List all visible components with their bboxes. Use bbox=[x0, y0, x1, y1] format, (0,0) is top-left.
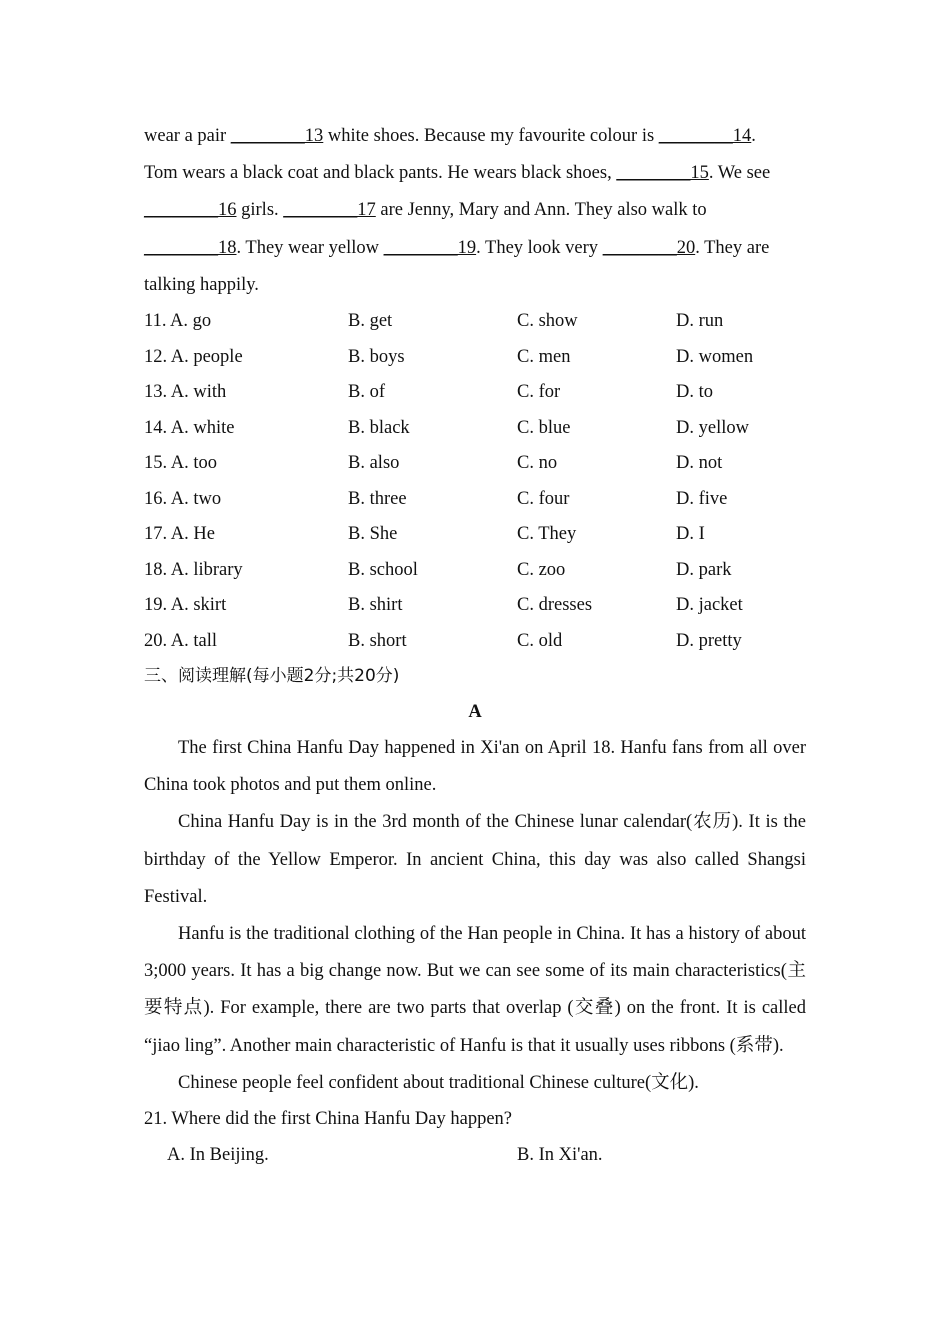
option-row bbox=[144, 588, 806, 624]
blank-number: ________14 bbox=[658, 126, 752, 146]
option-a: 18. A. library bbox=[144, 559, 243, 580]
option-c: C. zoo bbox=[517, 559, 566, 580]
option-a: 19. A. skirt bbox=[144, 595, 227, 616]
passage-line: wear a pair ________13 white shoes. Because my favourite colour is ________14. bbox=[144, 126, 756, 146]
option-d: D. to bbox=[676, 382, 713, 403]
document-page bbox=[144, 118, 806, 1173]
option-d: D. park bbox=[676, 559, 732, 580]
option-a: 15. A. too bbox=[144, 453, 217, 474]
blank-number: ________15 bbox=[616, 163, 709, 184]
question-21-option-a: A. In Beijing. bbox=[167, 1144, 269, 1165]
option-d: D. not bbox=[676, 453, 723, 474]
option-b: B. of bbox=[348, 382, 385, 403]
reading-paragraph: Hanfu is the traditional clothing of the Han people in China. It has a history of about 3;000 years. It has a big change now. But we can see some of its main characteristics(主要特点). For example, there are two parts that overlap (交叠) on the front. It is called “jiao ling”. Another main characteristic of Hanfu is that it usually uses ribbons (系带). bbox=[144, 924, 806, 1056]
passage-line: Tom wears a black coat and black pants. He wears black shoes, ________15. We see bbox=[144, 163, 771, 184]
option-c: C. show bbox=[517, 311, 578, 332]
option-row bbox=[144, 340, 806, 376]
blank-number: ________13 bbox=[230, 126, 324, 146]
question-21: 21. Where did the first China Hanfu Day happen? bbox=[144, 1109, 513, 1130]
option-c: C. for bbox=[517, 382, 561, 403]
option-c: C. four bbox=[517, 488, 570, 509]
option-row bbox=[144, 375, 806, 411]
option-d: D. five bbox=[676, 488, 728, 509]
option-row bbox=[144, 624, 806, 660]
option-row bbox=[144, 482, 806, 518]
option-row bbox=[144, 517, 806, 553]
option-c: C. dresses bbox=[517, 595, 593, 616]
option-b: B. She bbox=[348, 524, 398, 545]
option-b: B. get bbox=[348, 311, 393, 332]
option-row bbox=[144, 304, 806, 340]
option-row bbox=[144, 446, 806, 482]
blank-number: ________16 bbox=[144, 200, 237, 221]
option-a: 16. A. two bbox=[144, 488, 222, 509]
option-row bbox=[144, 411, 806, 447]
blank-number: ________19 bbox=[383, 237, 477, 258]
option-row bbox=[144, 553, 806, 589]
reading-paragraph: China Hanfu Day is in the 3rd month of the Chinese lunar calendar(农历). It is the birthday of the Yellow Emperor. In ancient China, this day was also called Shangsi Festival. bbox=[144, 812, 806, 907]
option-a: 11. A. go bbox=[144, 311, 212, 332]
option-a: 14. A. white bbox=[144, 417, 235, 438]
option-c: C. They bbox=[517, 524, 577, 545]
blank-number: ________17 bbox=[283, 200, 376, 221]
option-d: D. pretty bbox=[676, 630, 742, 651]
option-d: D. yellow bbox=[676, 417, 749, 438]
option-c: C. no bbox=[517, 453, 558, 474]
blank-number: ________20 bbox=[602, 237, 696, 258]
option-d: D. I bbox=[676, 524, 705, 545]
section-title: 三、阅读理解(每小题2分;共20分) bbox=[144, 666, 400, 687]
blank-number: ________18 bbox=[144, 237, 237, 258]
option-b: B. boys bbox=[348, 346, 405, 367]
cloze-passage bbox=[144, 118, 806, 304]
option-d: D. women bbox=[676, 346, 754, 367]
passage-line: ________16 girls. ________17 are Jenny, Mary and Ann. They also walk to bbox=[144, 200, 707, 221]
option-b: B. short bbox=[348, 630, 407, 651]
passage-line: ________18. They wear yellow ________19. They look very ________20. They are bbox=[144, 237, 770, 258]
option-a: 17. A. He bbox=[144, 524, 215, 545]
option-d: D. run bbox=[676, 311, 724, 332]
option-b: B. school bbox=[348, 559, 418, 580]
passage-line: talking happily. bbox=[144, 274, 259, 295]
option-d: D. jacket bbox=[676, 595, 743, 616]
option-c: C. men bbox=[517, 346, 571, 367]
option-b: B. three bbox=[348, 488, 407, 509]
option-b: B. shirt bbox=[348, 595, 403, 616]
reading-passage bbox=[144, 730, 806, 1102]
option-c: C. old bbox=[517, 630, 563, 651]
reading-paragraph: The first China Hanfu Day happened in Xi'an on April 18. Hanfu fans from all over China took photos and put them online. bbox=[144, 738, 806, 796]
option-c: C. blue bbox=[517, 417, 571, 438]
option-a: 13. A. with bbox=[144, 382, 227, 403]
question-21-option-b: B. In Xi'an. bbox=[517, 1144, 603, 1165]
option-a: 12. A. people bbox=[144, 346, 243, 367]
passage-subtitle: A bbox=[468, 701, 482, 722]
option-a: 20. A. tall bbox=[144, 630, 217, 651]
option-b: B. also bbox=[348, 453, 400, 474]
options-table bbox=[144, 304, 806, 659]
question-21-options bbox=[144, 1138, 806, 1174]
option-b: B. black bbox=[348, 417, 410, 438]
reading-paragraph: Chinese people feel confident about traditional Chinese culture(文化). bbox=[178, 1072, 699, 1093]
